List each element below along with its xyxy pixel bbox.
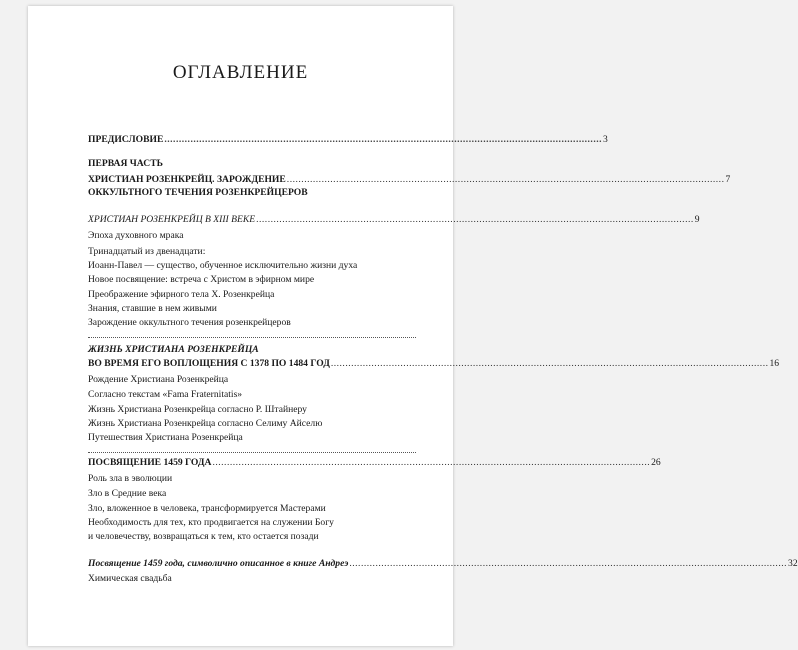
section-divider — [88, 452, 416, 454]
toc-subitem: Путешествия Христиана Розенкрейца — [88, 432, 243, 443]
toc-subitem: Новое посвящение: встреча с Христом в эфирном мире — [88, 274, 315, 285]
toc-subitem: Эпоха духовного мрака — [88, 230, 184, 241]
toc-entry-part1-cont: ОККУЛЬТНОГО ТЕЧЕНИЯ РОЗЕНКРЕЙЦЕРОВ — [88, 187, 308, 198]
toc-subitem: Тринадцатый из двенадцати: — [88, 246, 206, 257]
toc-entry-preface[interactable] — [88, 134, 608, 146]
toc-entry-label: ХРИСТИАН РОЗЕНКРЕЙЦ В XIII ВЕКЕ — [88, 214, 256, 225]
toc-page-number: 26 — [651, 457, 661, 468]
toc-page-number: 3 — [603, 134, 608, 145]
toc-entry-ch3[interactable] — [88, 457, 661, 469]
toc-subitem: Согласно текстам «Fama Fraternitatis» — [88, 389, 243, 400]
toc-page-number: 32 — [788, 558, 798, 569]
toc-subitem: Зло в Средние века — [88, 488, 167, 499]
toc-entry-ch2-cont[interactable] — [88, 358, 780, 370]
toc-leader-dots: ....................................................................................................................................................... — [330, 358, 769, 369]
toc-subitem: Зарождение оккультного течения розенкрейцеров — [88, 317, 291, 328]
toc-subitem: Необходимость для тех, кто продвигается на служении Богу — [88, 517, 334, 528]
toc-leader-dots: ....................................................................................................................................................... — [256, 214, 694, 225]
toc-content — [28, 6, 798, 646]
toc-leader-dots: ....................................................................................................................................................... — [349, 558, 788, 569]
toc-subitem: Жизнь Христиана Розенкрейца согласно Р. Штайнеру — [88, 404, 307, 415]
toc-entry-ch1[interactable] — [88, 214, 700, 226]
toc-entry-label: ПРЕДИСЛОВИЕ — [88, 134, 164, 145]
part-heading: ПЕРВАЯ ЧАСТЬ — [88, 158, 163, 169]
toc-subitem: Роль зла в эволюции — [88, 473, 173, 484]
toc-subitem: Рождение Христиана Розенкрейца — [88, 374, 229, 385]
toc-leader-dots: ....................................................................................................................................................... — [212, 457, 651, 468]
toc-entry-ch4[interactable] — [88, 558, 798, 570]
toc-page-number: 16 — [769, 358, 780, 369]
toc-leader-dots: ....................................................................................................................................................... — [286, 174, 725, 185]
book-page — [28, 6, 798, 646]
toc-subitem: Иоанн-Павел — существо, обученное исключительно жизни духа — [88, 260, 358, 271]
page-title: ОГЛАВЛЕНИЕ — [172, 62, 309, 83]
toc-subitem: Химическая свадьба — [88, 573, 172, 584]
toc-entry-label: ХРИСТИАН РОЗЕНКРЕЙЦ. ЗАРОЖДЕНИЕ — [88, 174, 286, 185]
toc-page-number: 7 — [725, 174, 731, 185]
toc-entry-label: ПОСВЯЩЕНИЕ 1459 ГОДА — [88, 457, 212, 468]
section-divider — [88, 337, 416, 339]
toc-entry-label: ВО ВРЕМЯ ЕГО ВОПЛОЩЕНИЯ С 1378 ПО 1484 ГОД — [88, 358, 330, 369]
toc-page-number: 9 — [694, 214, 700, 225]
toc-subitem: Жизнь Христиана Розенкрейца согласно Селиму Айселю — [88, 418, 323, 429]
toc-entry-ch2[interactable]: ЖИЗНЬ ХРИСТИАНА РОЗЕНКРЕЙЦА — [88, 344, 259, 355]
toc-subitem: Знания, ставшие в нем живыми — [88, 303, 217, 314]
toc-subitem: и человечеству, возвращаться к тем, кто остается позади — [88, 531, 319, 542]
toc-leader-dots: ....................................................................................................................................................... — [164, 134, 603, 145]
toc-entry-label: Посвящение 1459 года, символично описанное в книге Андреэ — [88, 558, 349, 569]
toc-subitem: Преображение эфирного тела Х. Розенкрейца — [88, 289, 275, 300]
toc-subitem: Зло, вложенное в человека, трансформируется Мастерами — [88, 503, 326, 514]
toc-entry-part1[interactable] — [88, 174, 731, 186]
